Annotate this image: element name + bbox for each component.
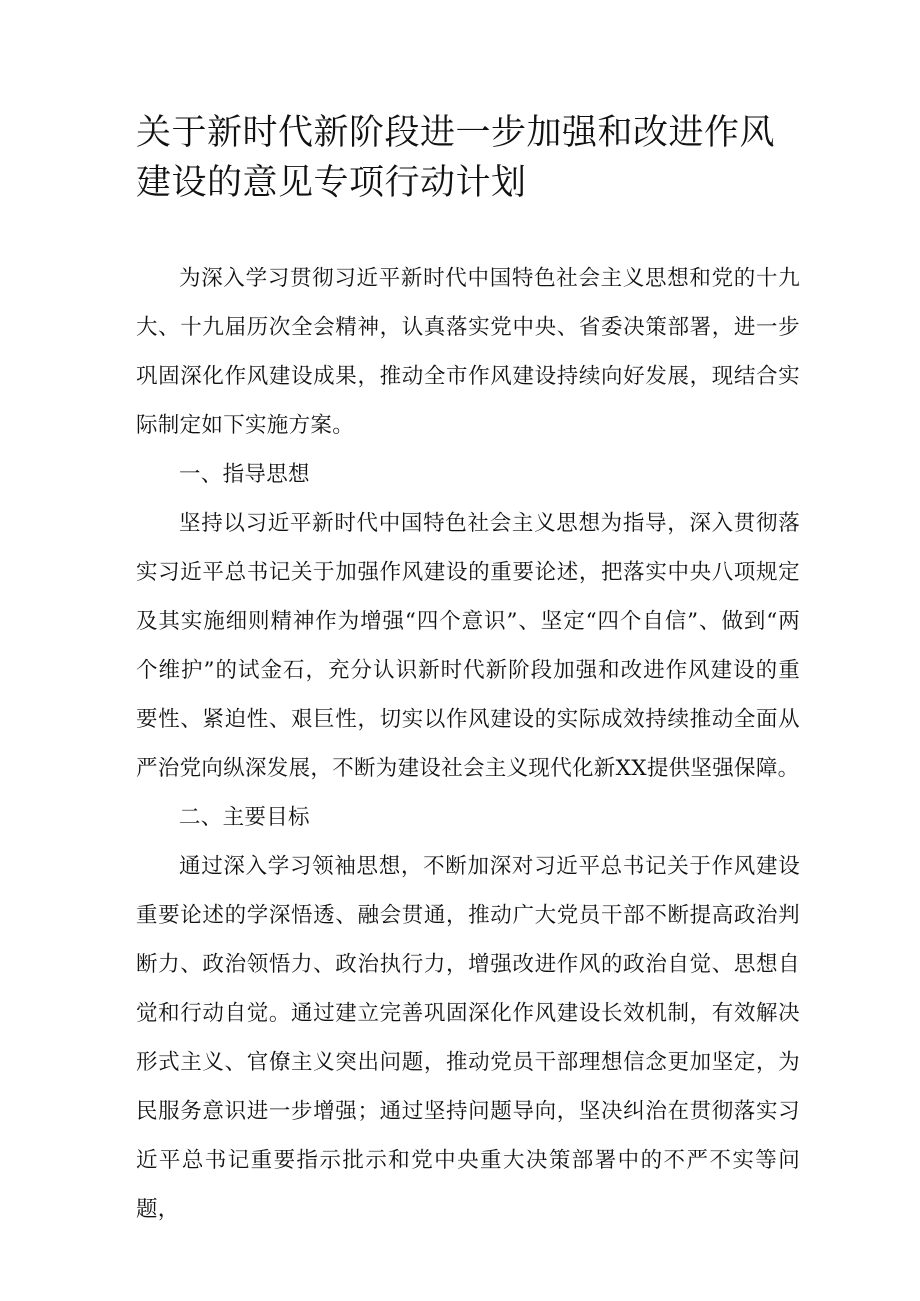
document-title: 关于新时代新阶段进一步加强和改进作风建设的意见专项行动计划 — [136, 113, 776, 203]
section-heading-main-goals: 二、主要目标 — [179, 805, 310, 830]
main-goals-paragraph: 通过深入学习领袖思想，不断加深对习近平总书记关于作风建设重要论述的学深悟透、融会贯通，推动广大党员干部不断提高政治判断力、政治领悟力、政治执行力，增强改进作风的政治自觉、思想自觉和行动自觉。通过建立完善巩固深化作风建设长效机制，有效解决形式主义、官僚主义突出问题，推动党员干部理想信念更加坚定，为民服务意识进一步增强；通过坚持问题导向，坚决纠治在贯彻落实习近平总书记重要指示批示和党中央重大决策部署中的不严不实等问题， — [136, 854, 800, 1222]
section-heading-guiding-ideology: 一、指导思想 — [179, 462, 310, 487]
guiding-ideology-paragraph: 坚持以习近平新时代中国特色社会主义思想为指导，深入贯彻落实习近平总书记关于加强作风建设的重要论述，把落实中央八项规定及其实施细则精神作为增强“四个意识”、坚定“四个自信”、做到“两个维护”的试金石，充分认识新时代新阶段加强和改进作风建设的重要性、紧迫性、艰巨性，切实以作风建设的实际成效持续推动全面从严治党向纵深发展，不断为建设社会主义现代化新XX提供坚强保障。 — [136, 511, 800, 781]
document-body — [136, 254, 800, 1234]
intro-paragraph: 为深入学习贯彻习近平新时代中国特色社会主义思想和党的十九大、十九届历次全会精神，认真落实党中央、省委决策部署，进一步巩固深化作风建设成果，推动全市作风建设持续向好发展，现结合实际制定如下实施方案。 — [136, 266, 800, 438]
